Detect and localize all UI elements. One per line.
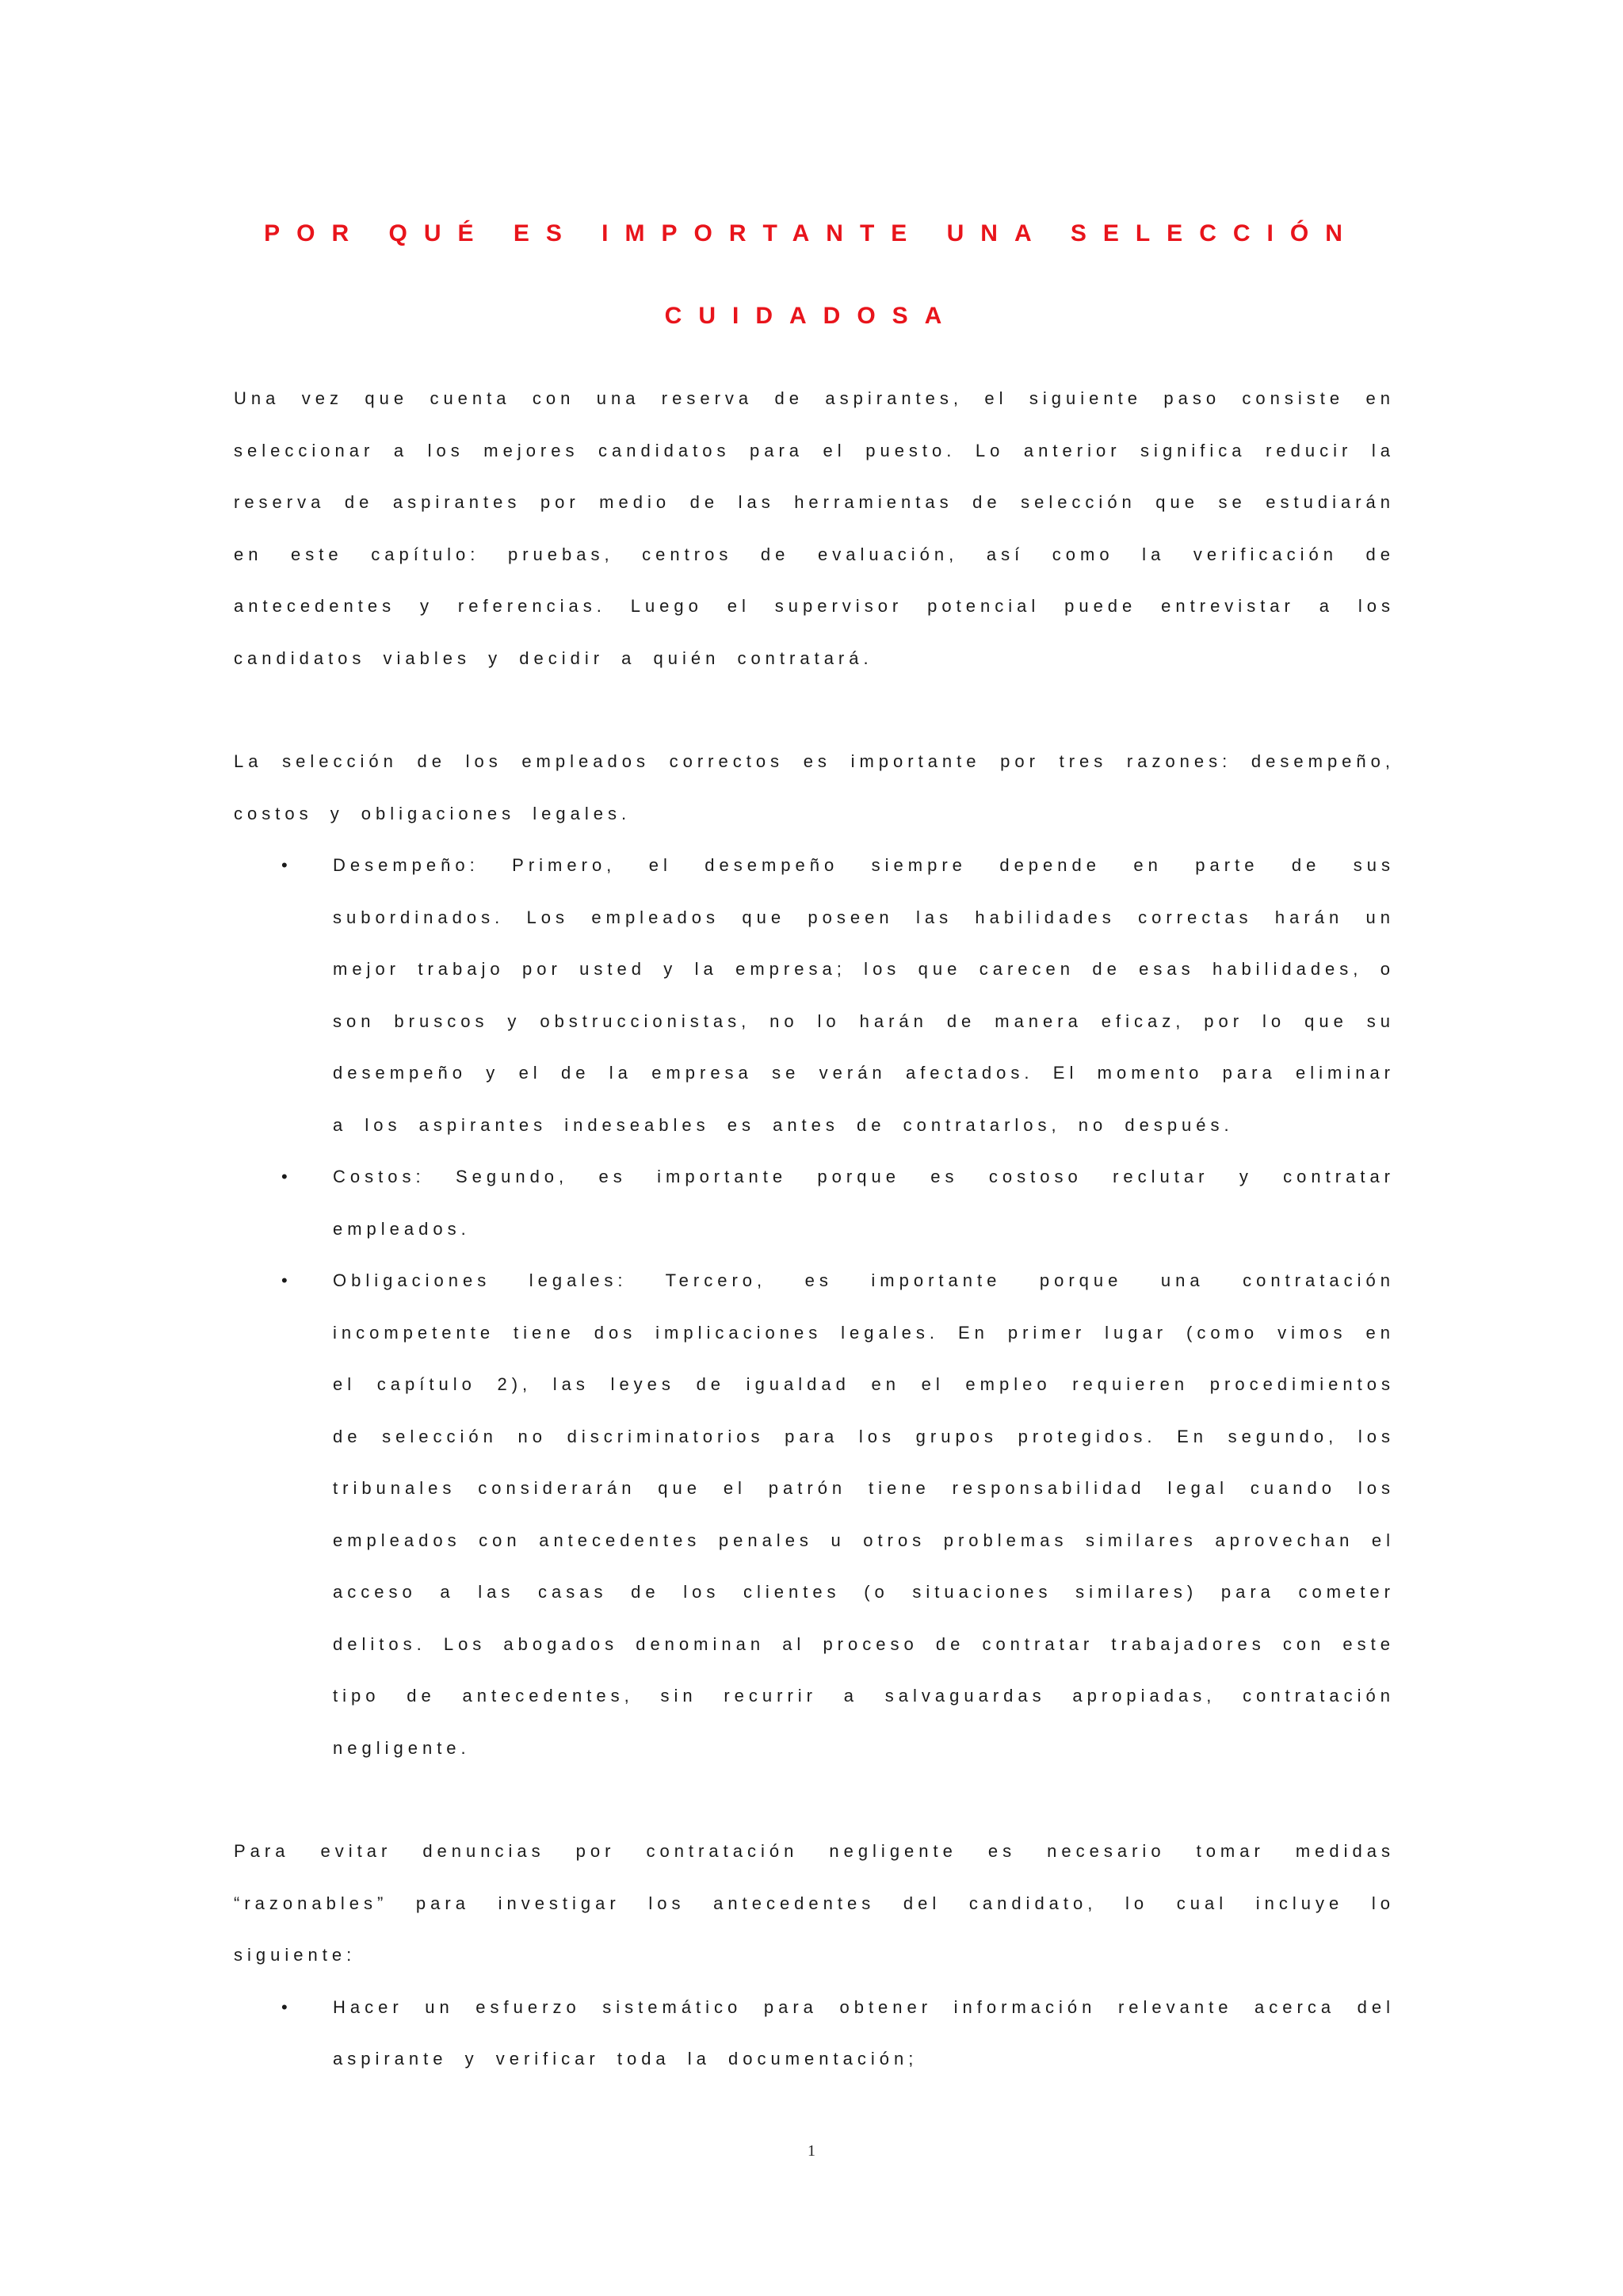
bullet-icon: • xyxy=(281,1270,288,1290)
list-item-text: Costos: Segundo, es importante porque es costoso reclutar y contratar empleados. xyxy=(333,1167,1395,1239)
document-title-line-2: CUIDADOSA xyxy=(664,303,959,329)
list-item-desempeno xyxy=(234,839,1395,1151)
reasons-list xyxy=(234,839,1395,1774)
bullet-icon: • xyxy=(281,1996,288,2017)
bullet-icon: • xyxy=(281,1167,288,1186)
page-number: 1 xyxy=(808,2142,815,2160)
list-item-esfuerzo-sistematico xyxy=(234,1981,1395,2085)
avoid-denuncias-paragraph: Para evitar denuncias por contratación negligente es necesario tomar medidas “razonables” para investigar los antecedentes del candidato, lo cual incluye lo siguiente: xyxy=(234,1841,1395,1965)
list-item-text: Desempeño: Primero, el desempeño siempre depende en parte de sus subordinados. Los empleados que poseen las habilidades correctas harán un mejor trabajo por usted y la empresa; los que carecen de esas habilidades, o son bruscos y obstruccionistas, no lo harán de manera eficaz, por lo que su desempeño y el de la empresa se verán afectados. El momento para eliminar a los aspirantes indeseables es antes de contratarlos, no después. xyxy=(333,855,1395,1135)
document-title-line-1: POR QUÉ ES IMPORTANTE UNA SELECCIÓN xyxy=(264,220,1359,246)
paragraph-spacer xyxy=(234,684,1395,735)
document-body xyxy=(234,372,1395,2085)
reasons-paragraph: La selección de los empleados correctos es importante por tres razones: desempeño, costos y obligaciones legales. xyxy=(234,751,1395,823)
list-item-obligaciones-legales xyxy=(234,1255,1395,1774)
list-item-text: Hacer un esfuerzo sistemático para obtener información relevante acerca del aspirante y verificar toda la documentación; xyxy=(333,1996,1395,2069)
list-item-costos xyxy=(234,1151,1395,1255)
paragraph-spacer xyxy=(234,1774,1395,1825)
measures-list xyxy=(234,1981,1395,2085)
list-item-text: Obligaciones legales: Tercero, es importante porque una contratación incompetente tiene dos implicaciones legales. En primer lugar (como vimos en el capítulo 2), las leyes de igualdad en el empleo requieren procedimientos de selección no discriminatorios para los grupos protegidos. En segundo, los tribunales considerarán que el patrón tiene responsabilidad legal cuando los empleados con antecedentes penales u otros problemas similares aprovechan el acceso a las casas de los clientes (o situaciones similares) para cometer delitos. Los abogados denominan al proceso de contratar trabajadores con este tipo de antecedentes, sin recurrir a salvaguardas apropiadas, contratación negligente. xyxy=(333,1270,1395,1758)
intro-paragraph: Una vez que cuenta con una reserva de aspirantes, el siguiente paso consiste en seleccionar a los mejores candidatos para el puesto. Lo anterior significa reducir la reserva de aspirantes por medio de las herramientas de selección que se estudiarán en este capítulo: pruebas, centros de evaluación, así como la verificación de antecedentes y referencias. Luego el supervisor potencial puede entrevistar a los candidatos viables y decidir a quién contratará. xyxy=(234,388,1395,668)
bullet-icon: • xyxy=(281,855,288,875)
